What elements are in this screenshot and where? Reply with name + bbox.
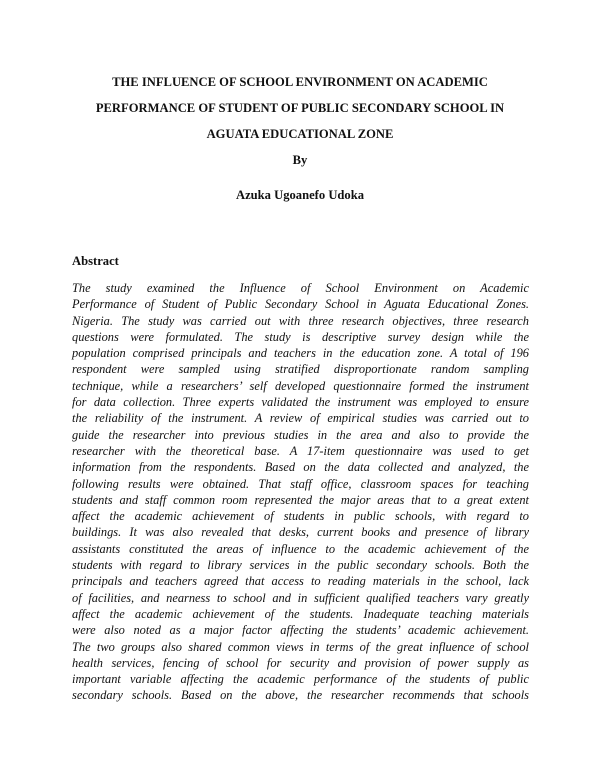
abstract-line: principals and teachers agreed that access to reading materials in the school, lack [72,574,529,589]
abstract-line: information from the respondents. Based on the data collected and analyzed, the [72,460,529,475]
abstract-line: students with regard to library services in the public secondary schools. Both the [72,558,529,573]
abstract-line: affect the academic achievement of students in public schools, with regard to [72,509,529,524]
abstract-body [72,280,529,704]
abstract-heading: Abstract [72,254,119,268]
abstract-line: Performance of Student of Public Secondary School in Aguata Educational Zones. [72,297,529,312]
abstract-line: The two groups also shared common views in terms of the great influence of school [72,639,529,654]
abstract-line: researcher with the theoretical base. A 17-item questionnaire was used to get [72,443,529,458]
author-name: Azuka Ugoanefo Udoka [235,188,365,202]
abstract-line: for data collection. Three experts validated the instrument was employed to ensure [72,395,529,410]
title-line: THE INFLUENCE OF SCHOOL ENVIRONMENT ON ACADEMIC [112,75,488,89]
abstract-line: of facilities, and nearness to school and in sufficient qualified teachers vary greatly [72,590,529,605]
abstract-line: questions were formulated. The study is descriptive survey design while the [72,329,529,344]
abstract-line: important variable affecting the academic performance of the students of public [72,672,529,687]
abstract-line: affect the academic achievement of the students. Inadequate teaching materials [72,606,529,621]
title-line: AGUATA EDUCATIONAL ZONE [206,127,394,141]
abstract-line: the reliability of the instrument. A review of empirical studies was carried out to [72,411,529,426]
abstract-line: respondent were sampled using stratified disproportionate random sampling [72,362,529,377]
abstract-line: guide the researcher into previous studies in the area and also to provide the [72,427,529,442]
by-line: By [292,153,308,167]
title-line: PERFORMANCE OF STUDENT OF PUBLIC SECONDARY SCHOOL IN [95,101,505,115]
paper-title [60,69,540,147]
abstract-line: were also noted as a major factor affecting the students’ academic achievement. [72,623,529,638]
abstract-line: population comprised principals and teachers in the education zone. A total of 196 [72,346,529,361]
abstract-line: The study examined the Influence of School Environment on Academic [72,281,529,295]
abstract-line: Nigeria. The study was carried out with three research objectives, three research [72,313,529,328]
abstract-line: students and staff common room represented the major areas that to a great extent [72,492,529,507]
abstract-line: buildings. It was also revealed that desks, current books and presence of library [72,525,529,540]
abstract-line: technique, while a researchers’ self developed questionnaire formed the instrument [72,378,529,393]
abstract-line: health services, fencing of school for security and provision of power supply as [72,655,529,670]
abstract-line: following results were obtained. That staff office, classroom spaces for teaching [72,476,529,491]
abstract-line: assistants constituted the areas of influence to the academic achievement of the [72,541,529,556]
abstract-line: secondary schools. Based on the above, the researcher recommends that schools [72,688,529,703]
